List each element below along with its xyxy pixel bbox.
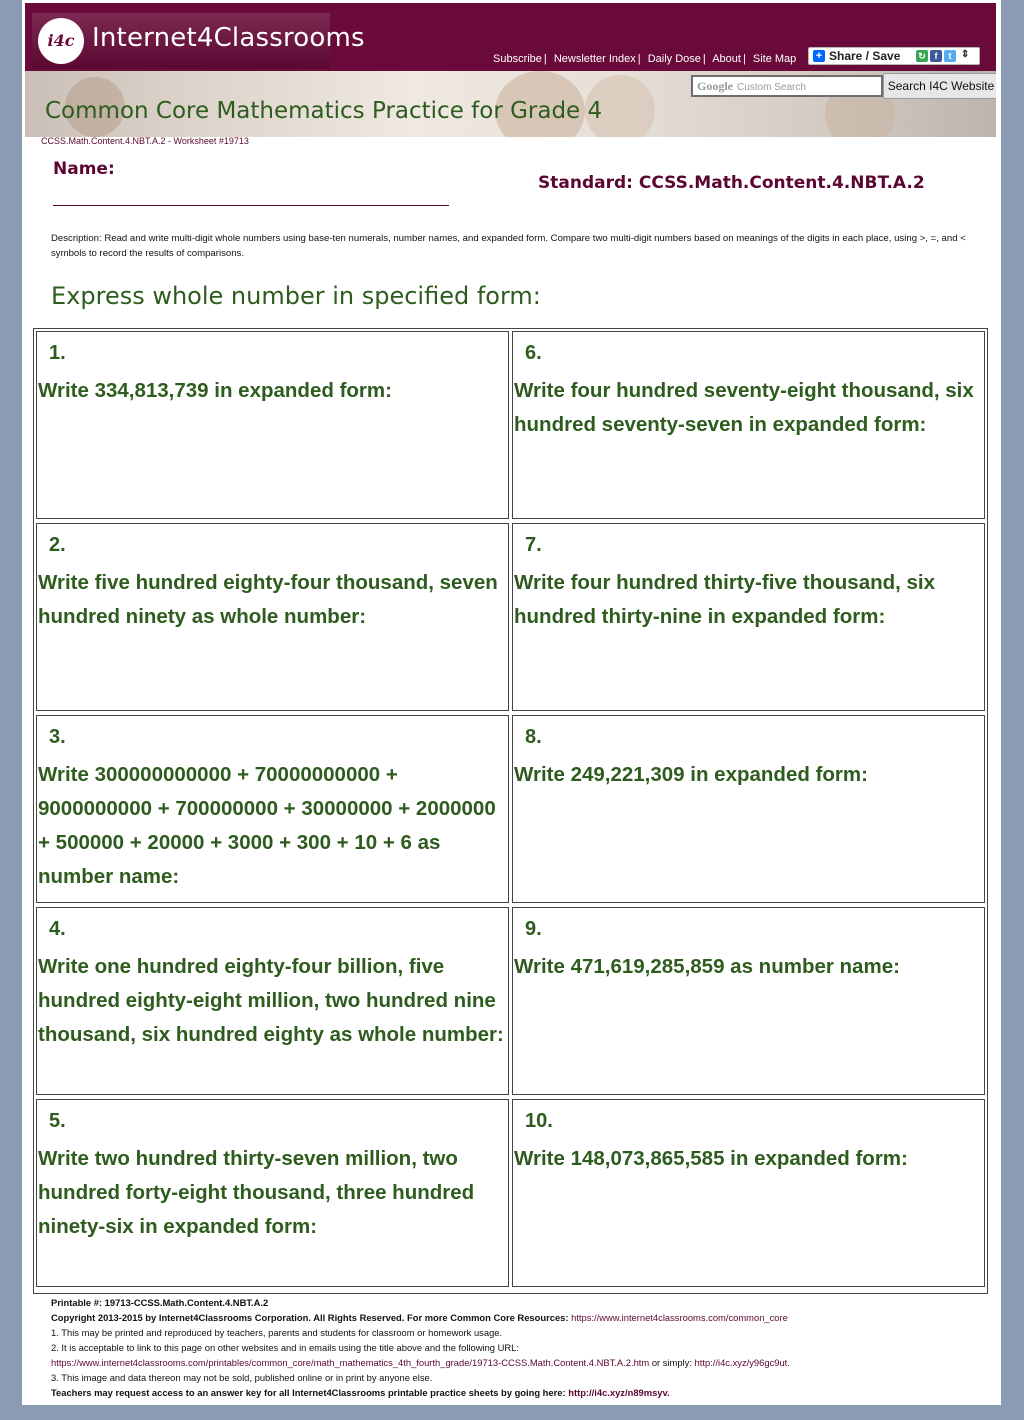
question-cell: [512, 523, 985, 711]
question-cell: [36, 715, 509, 903]
nav-about[interactable]: About: [712, 53, 741, 65]
common-core-link[interactable]: https://www.internet4classrooms.com/common_core: [571, 1312, 788, 1323]
question-cell: [36, 331, 509, 519]
standard-label: Standard: CCSS.Math.Content.4.NBT.A.2: [538, 173, 925, 193]
question-cell: [36, 523, 509, 711]
share-dropdown-icon: ⇕: [961, 49, 970, 60]
name-label: Name:: [53, 159, 115, 179]
question-number: 3.: [49, 726, 66, 748]
copyright-line: [51, 1310, 996, 1325]
question-text: Write one hundred eighty-four billion, five hundred eighty-eight million, two hundred nine thousand, six hundred eighty as whole number:: [38, 955, 504, 1046]
question-text: Write 148,073,865,585 in expanded form:: [514, 1147, 908, 1170]
share-recycle-icon: ↻: [916, 50, 928, 62]
nav-daily-dose[interactable]: Daily Dose: [647, 53, 701, 65]
site-logo[interactable]: [32, 13, 365, 69]
question-text: Write two hundred thirty-seven million, two hundred forty-eight thousand, three hundred ninety-six in expanded form:: [38, 1147, 475, 1238]
question-grid: [33, 328, 988, 1294]
note-2-urls: [51, 1355, 996, 1370]
search-placeholder: Custom Search: [737, 82, 806, 93]
nav-separator: |: [702, 53, 706, 65]
site-header: [25, 3, 996, 137]
teachers-text: Teachers may request access to an answer key for all Internet4Classrooms printable practice sheets by going here:: [51, 1387, 566, 1398]
nav-newsletter-index[interactable]: Newsletter Index: [553, 53, 636, 65]
answer-key-link[interactable]: http://i4c.xyz/n89msyv.: [568, 1387, 670, 1398]
question-number: 6.: [525, 342, 542, 364]
note-1: 1. This may be printed and reproduced by teachers, parents and students for classroom or homework usage.: [51, 1327, 503, 1338]
note-2: 2. It is acceptable to link to this page on other websites and in emails using the title above and the following URL:: [51, 1342, 519, 1353]
question-text: Write 249,221,309 in expanded form:: [514, 763, 868, 786]
search-button[interactable]: Search I4C Website: [883, 73, 996, 99]
question-text: Write 300000000000 + 70000000000 + 9000000000 + 700000000 + 30000000 + 2000000 + 500000 + 20000 + 3000 + 300 + 10 + 6 as number name:: [38, 763, 496, 888]
note-3: 3. This image and data thereon may not be sold, published online or in print by anyone else.: [51, 1372, 433, 1383]
instructions: Express whole number in specified form:: [51, 282, 541, 310]
printable-number: Printable #: 19713-CCSS.Math.Content.4.NBT.A.2: [51, 1297, 269, 1308]
facebook-icon: f: [930, 50, 942, 62]
question-number: 1.: [49, 342, 66, 364]
question-text: Write four hundred seventy-eight thousand, six hundred seventy-seven in expanded form:: [514, 379, 974, 436]
question-cell: [36, 907, 509, 1095]
page: [22, 0, 1001, 1405]
top-nav: [493, 53, 796, 65]
nav-separator: |: [543, 53, 547, 65]
name-line: [53, 205, 449, 206]
question-cell: [512, 715, 985, 903]
copyright-text: Copyright 2013-2015 by Internet4Classrooms Corporation. All Rights Reserved. For more Common Core Resources:: [51, 1312, 569, 1323]
question-number: 2.: [49, 534, 66, 556]
question-text: Write five hundred eighty-four thousand, seven hundred ninety as whole number:: [38, 571, 498, 628]
question-number: 8.: [525, 726, 542, 748]
question-cell: [512, 907, 985, 1095]
question-number: 7.: [525, 534, 542, 556]
description: Description: Read and write multi-digit whole numbers using base-ten numerals, number names, and expanded form. Compare two multi-digit numbers based on meanings of the digits in each place, using >, =, and < symbols to record the results of comparisons.: [51, 233, 966, 259]
worksheet-url-link[interactable]: https://www.internet4classrooms.com/printables/common_core/math_mathematics_4th_fourth_grade/19713-CCSS.Math.Content.4.NBT.A.2.htm: [51, 1357, 650, 1368]
question-text: Write 334,813,739 in expanded form:: [38, 379, 392, 402]
page-title: Common Core Mathematics Practice for Grade 4: [45, 98, 603, 124]
share-save-button[interactable]: [808, 47, 980, 65]
share-plus-icon: +: [813, 50, 825, 62]
question-text: Write four hundred thirty-five thousand, six hundred thirty-nine in expanded form:: [514, 571, 936, 628]
share-label: Share / Save: [829, 49, 901, 63]
question-number: 5.: [49, 1110, 66, 1132]
nav-subscribe[interactable]: Subscribe: [493, 53, 542, 65]
nav-separator: |: [637, 53, 641, 65]
google-logo: Google: [697, 79, 733, 93]
question-cell: [512, 1099, 985, 1287]
nav-site-map[interactable]: Site Map: [752, 53, 797, 65]
short-url-link[interactable]: http://i4c.xyz/y96gc9ut.: [694, 1357, 790, 1368]
logo-text: Internet4Classrooms: [92, 23, 365, 53]
question-number: 10.: [525, 1110, 553, 1132]
note-2-or: or simply:: [651, 1357, 692, 1368]
twitter-icon: t: [944, 50, 956, 62]
search-input[interactable]: [691, 75, 883, 97]
teachers-line: [51, 1385, 996, 1400]
footer: [51, 1295, 996, 1400]
nav-separator: |: [742, 53, 746, 65]
logo-badge-icon: i4c: [38, 18, 84, 64]
question-text: Write 471,619,285,859 as number name:: [514, 955, 900, 978]
breadcrumb: CCSS.Math.Content.4.NBT.A.2 - Worksheet #19713: [41, 136, 249, 146]
question-number: 9.: [525, 918, 542, 940]
question-cell: [36, 1099, 509, 1287]
question-number: 4.: [49, 918, 66, 940]
question-cell: [512, 331, 985, 519]
